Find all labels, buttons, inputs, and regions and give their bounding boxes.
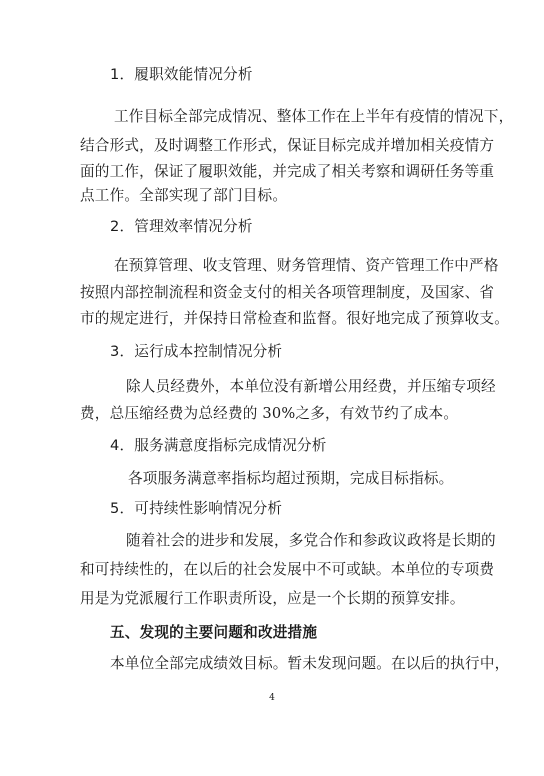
paragraph-line: 随着社会的进步和发展，多党合作和参政议政将是长期的 — [126, 532, 496, 549]
paragraph-line: 市的规定进行，并保持日常检查和监督。很好地完成了预算收支。 — [80, 310, 510, 327]
heading-management-efficiency: 2．管理效率情况分析 — [110, 218, 253, 235]
page-number: 4 — [269, 693, 275, 703]
paragraph-line: 工作目标全部完成情况、整体工作在上半年有疫情的情况下， — [114, 108, 514, 125]
heading-cost-control: 3．运行成本控制情况分析 — [110, 343, 283, 360]
paragraph-line: 按照内部控制流程和资金支付的相关各项管理制度，及国家、省 — [80, 284, 495, 301]
paragraph-line: 点工作。全部实现了部门目标。 — [80, 187, 288, 204]
paragraph-line: 结合形式，及时调整工作形式，保证目标完成并增加相关疫情方 — [80, 137, 495, 154]
section-heading-problems: 五、发现的主要问题和改进措施 — [110, 624, 318, 641]
paragraph-line: 用是为党派履行工作职责所设，应是一个长期的预算安排。 — [80, 590, 465, 607]
heading-performance-efficiency: 1．履职效能情况分析 — [110, 66, 253, 83]
paragraph-line: 在预算管理、收支管理、财务管理情、资产管理工作中严格 — [114, 257, 499, 274]
paragraph-line: 除人员经费外，本单位没有新增公用经费，并压缩专项经 — [126, 378, 496, 395]
heading-service-satisfaction: 4．服务满意度指标完成情况分析 — [110, 437, 327, 454]
paragraph-line: 本单位全部完成绩效目标。暂未发现问题。在以后的执行中， — [110, 655, 510, 672]
paragraph-line: 和可持续性的，在以后的社会发展中不可或缺。本单位的专项费 — [80, 561, 495, 578]
heading-sustainability: 5．可持续性影响情况分析 — [110, 500, 283, 517]
paragraph-line: 各项服务满意率指标均超过预期，完成目标指标。 — [128, 470, 454, 487]
paragraph-line: 费，总压缩经费为总经费的 30%之多，有效节约了成本。 — [80, 405, 459, 422]
paragraph-line: 面的工作，保证了履职效能，并完成了相关考察和调研任务等重 — [80, 163, 495, 180]
